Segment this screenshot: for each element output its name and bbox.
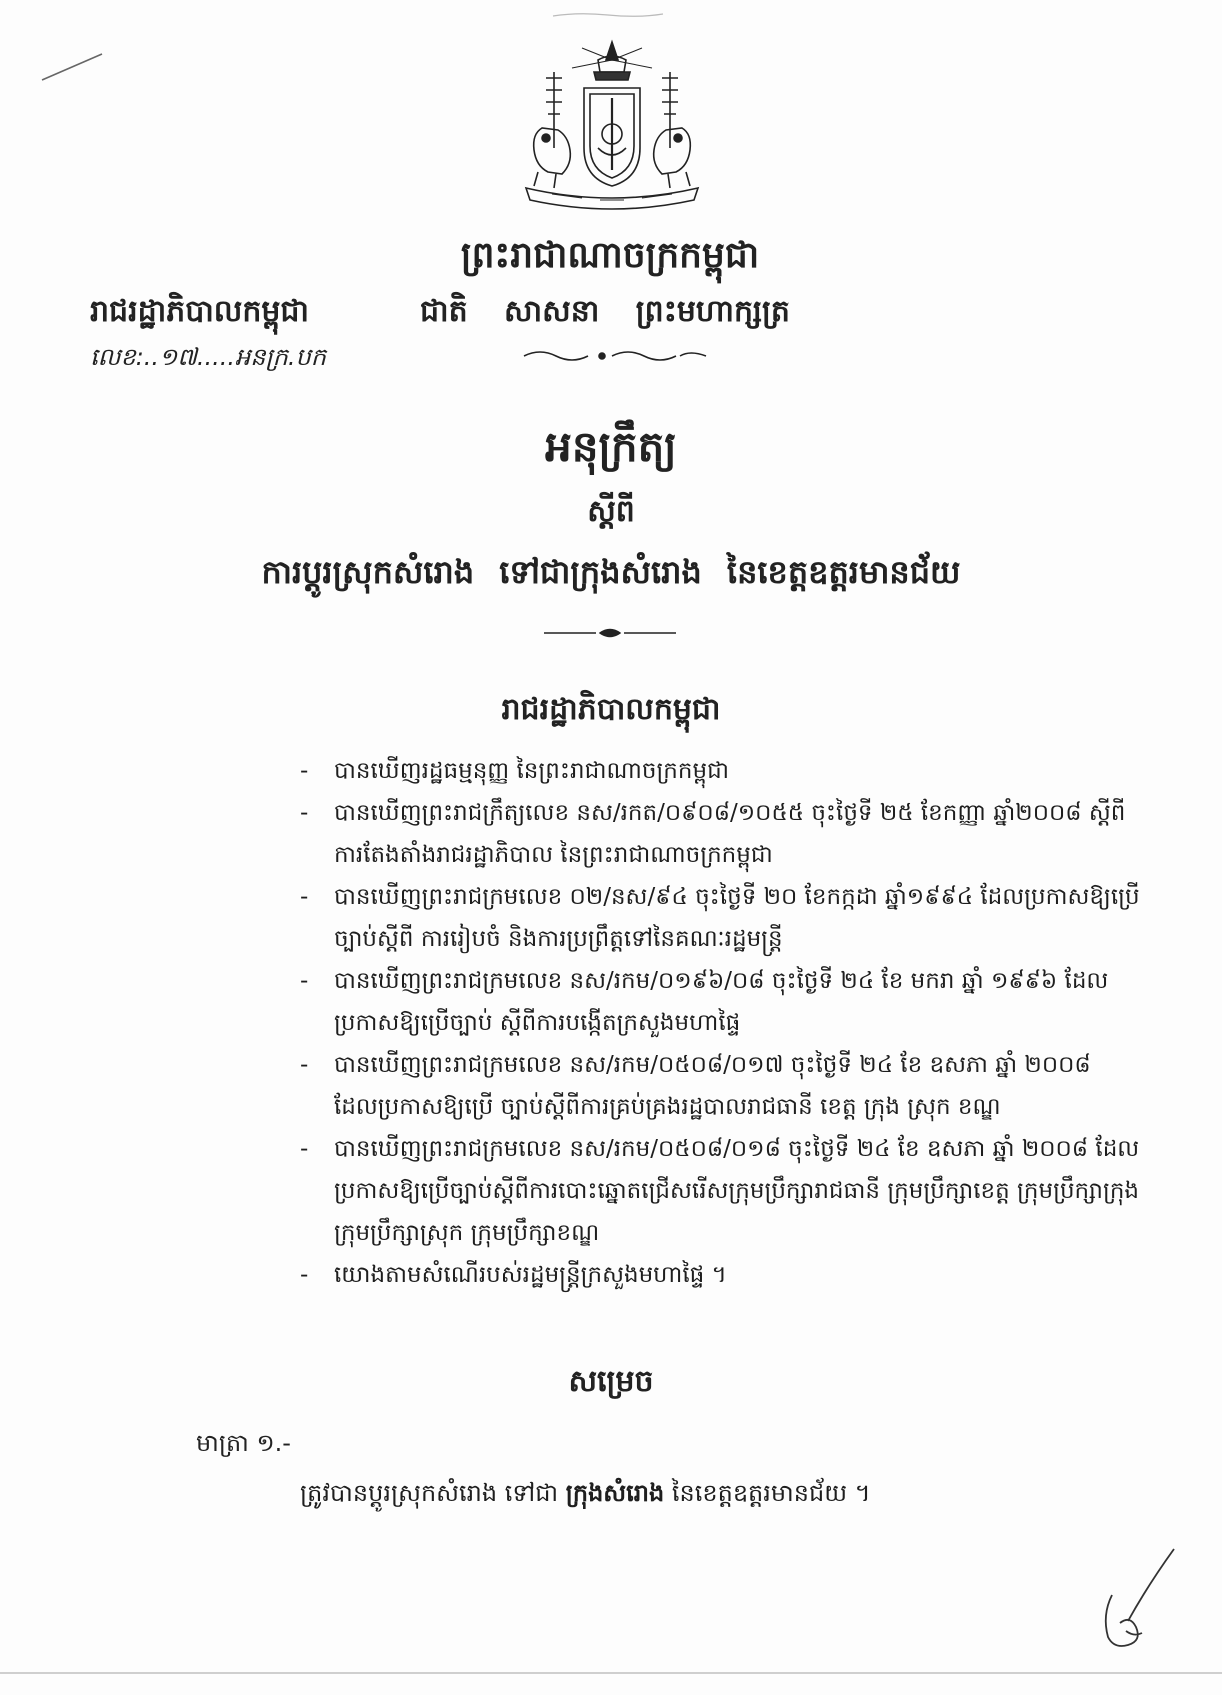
clause-text: បានឃើញព្រះរាជក្រមលេខ ០២/នស/៩៤ ចុះថ្ងៃទី ២០ ខែកក្កដា ឆ្នាំ១៩៩៤ ដែលប្រកាសឱ្យប្រើច្បាប់ស្តីពី ការរៀបចំ និងការប្រព្រឹត្តទៅនៃគណៈរដ្ឋមន្ត្រី (334, 884, 1140, 952)
document-subject: ការប្តូរស្រុកសំរោង ទៅជាក្រុងសំរោង នៃខេត្តឧត្តរមានជ័យ (261, 553, 961, 591)
clause-dash: - (300, 884, 309, 910)
clause-text: បានឃើញព្រះរាជក្រមលេខ នស/រកម/០៥០៨/០១៧ ចុះថ្ងៃទី ២៤ ខែ ឧសភា ឆ្នាំ ២០០៨ ដែលប្រកាសឱ្យប្រើ ច្បាប់ស្តីពីការគ្រប់គ្រងរដ្ឋបាលរាជធានី ខេត្ត ក្រុង ស្រុក ខណ្ឌ (334, 1052, 1091, 1120)
clause-text: បានឃើញព្រះរាជក្រមលេខ នស/រកម/០១៩៦/០៨ ចុះថ្ងៃទី ២៤ ខែ មករា ឆ្នាំ ១៩៩៦ ដែលប្រកាសឱ្យប្រើច្បាប់ ស្តីពីការបង្កើតក្រសួងមហាផ្ទៃ (334, 968, 1109, 1036)
clause-text: បានឃើញព្រះរាជក្រឹត្យលេខ នស/រកត/០៩០៨/១០៥៥ ចុះថ្ងៃទី ២៥ ខែកញ្ញា ឆ្នាំ២០០៨ ស្តីពីការតែងតាំងរាជរដ្ឋាភិបាល នៃព្រះរាជាណាចក្រកម្ពុជា (334, 800, 1126, 868)
title-divider-ornament (540, 626, 680, 640)
preamble-clause (300, 1128, 1140, 1254)
about-label: ស្តីពី (587, 494, 635, 529)
clause-text: បានឃើញព្រះរាជក្រមលេខ នស/រកម/០៥០៨/០១៨ ចុះថ្ងៃទី ២៤ ខែ ឧសភា ឆ្នាំ ២០០៨ ដែលប្រកាសឱ្យប្រើច្បាប់ស្តីពីការបោះឆ្នោតជ្រើសរើសក្រុមប្រឹក្សារាជធានី ក្រុមប្រឹក្សាខេត្ត ក្រុមប្រឹក្សាក្រុង ក្រុមប្រឹក្សាស្រុក ក្រុមប្រឹក្សាខណ្ឌ (334, 1136, 1140, 1246)
article-text (300, 1478, 871, 1513)
royal-coat-of-arms-emblem (512, 38, 712, 218)
decision-heading: សម្រេច (568, 1364, 654, 1399)
preamble-clause (300, 1044, 1140, 1128)
preamble-clause (300, 792, 1140, 876)
clause-dash: - (300, 800, 309, 826)
preamble-clause (300, 960, 1140, 1044)
pen-mark (38, 48, 108, 88)
scan-top-mark (548, 8, 668, 22)
clause-text: យោងតាមសំណើរបស់រដ្ឋមន្ត្រីក្រសួងមហាផ្ទៃ ។ (334, 1262, 727, 1288)
preamble-clause (300, 1254, 1140, 1296)
preamble-clause-list (300, 750, 1140, 1296)
reference-number: លេខ:..១៧.....អនក្រ.បក (90, 343, 326, 371)
clause-dash: - (300, 1136, 309, 1162)
clause-text: បានឃើញរដ្ឋធម្មនុញ្ញ នៃព្រះរាជាណាចក្រកម្ពុជា (334, 758, 729, 784)
clause-dash: - (300, 968, 309, 994)
clause-dash: - (300, 1052, 309, 1078)
document-type-title: អនុក្រឹត្យ (545, 422, 677, 471)
preamble-clause (300, 750, 1140, 792)
preamble-clause (300, 876, 1140, 960)
page-bottom-rule (0, 1672, 1222, 1674)
handwritten-signature (1098, 1545, 1178, 1655)
article-text-before: ត្រូវបានប្តូរស្រុកសំរោង ទៅជា (300, 1479, 566, 1507)
article-text-bold: ក្រុងសំរោង (565, 1479, 665, 1507)
article-label: មាត្រា ១.- (196, 1429, 291, 1457)
article-text-after: នៃខេត្តឧត្តរមានជ័យ ។ (664, 1479, 871, 1507)
clause-dash: - (300, 758, 309, 784)
national-motto: ជាតិ សាសនា ព្រះមហាក្សត្រ (420, 294, 790, 329)
preamble-heading: រាជរដ្ឋាភិបាលកម្ពុជា (501, 692, 721, 727)
motto-ornament (520, 346, 710, 366)
clause-dash: - (300, 1262, 309, 1288)
government-name: រាជរដ្ឋាភិបាលកម្ពុជា (90, 294, 309, 329)
kingdom-title: ព្រះរាជាណាចក្រកម្ពុជា (460, 235, 760, 276)
